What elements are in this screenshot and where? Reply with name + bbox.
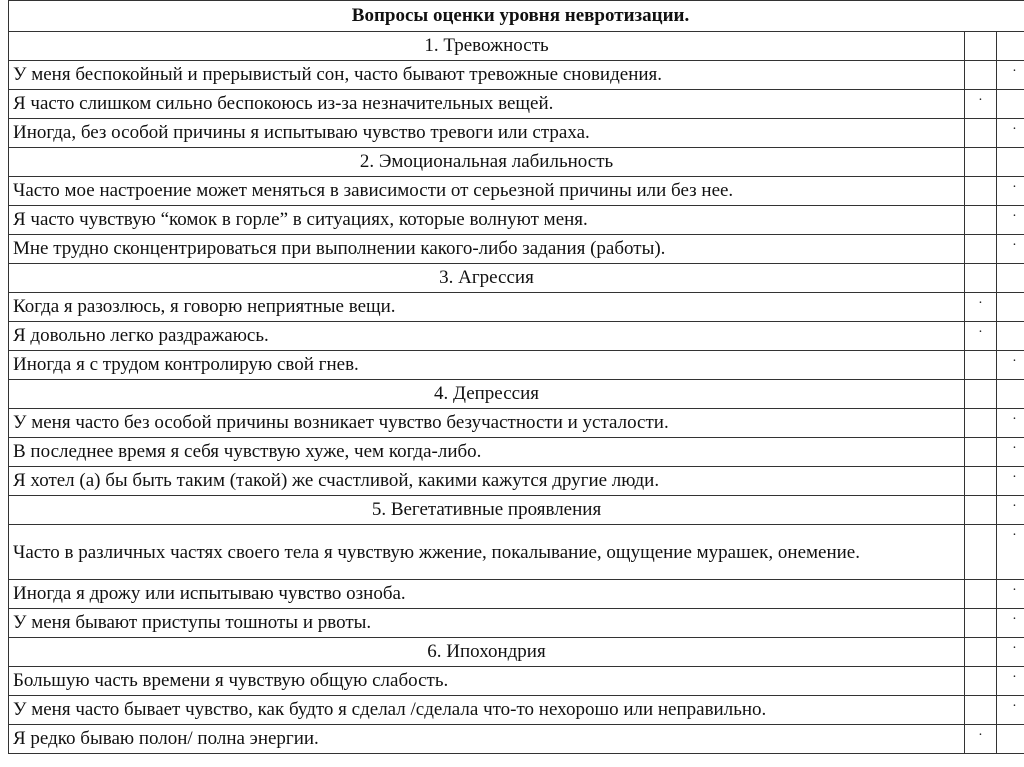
question-row	[9, 467, 1024, 496]
answer-mark-b	[997, 725, 1024, 754]
answer-mark-a	[965, 609, 997, 638]
question-text: Я довольно легко раздражаюсь.	[9, 322, 965, 351]
question-row	[9, 177, 1024, 206]
question-text: Часто мое настроение может меняться в зависимости от серьезной причины или без нее.	[9, 177, 965, 206]
answer-mark-b: ·	[997, 580, 1024, 609]
question-text: Иногда я с трудом контролирую свой гнев.	[9, 351, 965, 380]
question-text: Когда я разозлюсь, я говорю неприятные вещи.	[9, 293, 965, 322]
section-header-row	[9, 264, 1024, 293]
question-text: Мне трудно сконцентрироваться при выполнении какого-либо задания (работы).	[9, 235, 965, 264]
section-header-row	[9, 496, 1024, 525]
question-text: Иногда я дрожу или испытываю чувство озноба.	[9, 580, 965, 609]
answer-mark-b	[997, 264, 1024, 293]
question-row	[9, 61, 1024, 90]
answer-mark-b: ·	[997, 609, 1024, 638]
answer-mark-a	[965, 177, 997, 206]
question-text: Часто в различных частях своего тела я чувствую жжение, покалывание, ощущение мурашек, онемение.	[9, 525, 965, 580]
section-heading: 2. Эмоциональная лабильность	[9, 148, 965, 177]
answer-mark-b: ·	[997, 667, 1024, 696]
answer-mark-a	[965, 496, 997, 525]
answer-mark-a: ·	[965, 293, 997, 322]
section-header-row	[9, 638, 1024, 667]
answer-mark-a	[965, 264, 997, 293]
section-header-row	[9, 32, 1024, 61]
neuroticism-questionnaire-table	[8, 0, 1024, 754]
answer-mark-a	[965, 667, 997, 696]
answer-mark-a	[965, 119, 997, 148]
question-row	[9, 409, 1024, 438]
answer-mark-a	[965, 409, 997, 438]
answer-mark-a	[965, 235, 997, 264]
answer-mark-b: ·	[997, 351, 1024, 380]
question-row	[9, 351, 1024, 380]
question-row	[9, 438, 1024, 467]
section-heading: 3. Агрессия	[9, 264, 965, 293]
answer-mark-a	[965, 148, 997, 177]
section-header-row	[9, 380, 1024, 409]
question-text: Я хотел (а) бы быть таким (такой) же счастливой, какими кажутся другие люди.	[9, 467, 965, 496]
question-text: У меня часто без особой причины возникает чувство безучастности и усталости.	[9, 409, 965, 438]
question-text: У меня часто бывает чувство, как будто я сделал /сделала что-то нехорошо или неправильно.	[9, 696, 965, 725]
question-row	[9, 206, 1024, 235]
answer-mark-b: ·	[997, 696, 1024, 725]
question-row	[9, 90, 1024, 119]
answer-mark-b: ·	[997, 409, 1024, 438]
answer-mark-b: ·	[997, 119, 1024, 148]
answer-mark-b: ·	[997, 496, 1024, 525]
answer-mark-b: ·	[997, 438, 1024, 467]
question-text: Большую часть времени я чувствую общую слабость.	[9, 667, 965, 696]
table-title: Вопросы оценки уровня невротизации.	[9, 1, 1024, 32]
answer-mark-a	[965, 351, 997, 380]
answer-mark-a: ·	[965, 725, 997, 754]
question-text: У меня беспокойный и прерывистый сон, часто бывают тревожные сновидения.	[9, 61, 965, 90]
answer-mark-a: ·	[965, 90, 997, 119]
question-text: У меня бывают приступы тошноты и рвоты.	[9, 609, 965, 638]
answer-mark-b: ·	[997, 206, 1024, 235]
answer-mark-b: ·	[997, 235, 1024, 264]
section-heading: 1. Тревожность	[9, 32, 965, 61]
question-row	[9, 580, 1024, 609]
answer-mark-a	[965, 467, 997, 496]
answer-mark-b: ·	[997, 467, 1024, 496]
question-text: Я часто чувствую “комок в горле” в ситуациях, которые волнуют меня.	[9, 206, 965, 235]
question-row	[9, 322, 1024, 351]
answer-mark-a	[965, 438, 997, 467]
answer-mark-a	[965, 580, 997, 609]
question-text: Я часто слишком сильно беспокоюсь из-за незначительных вещей.	[9, 90, 965, 119]
question-text: В последнее время я себя чувствую хуже, чем когда-либо.	[9, 438, 965, 467]
section-heading: 5. Вегетативные проявления	[9, 496, 965, 525]
answer-mark-b	[997, 32, 1024, 61]
answer-mark-a	[965, 206, 997, 235]
answer-mark-b: ·	[997, 525, 1024, 580]
answer-mark-a	[965, 525, 997, 580]
section-header-row	[9, 148, 1024, 177]
section-heading: 6. Ипохондрия	[9, 638, 965, 667]
answer-mark-a	[965, 696, 997, 725]
answer-mark-b	[997, 90, 1024, 119]
question-row	[9, 667, 1024, 696]
question-row	[9, 696, 1024, 725]
question-row	[9, 235, 1024, 264]
answer-mark-a	[965, 32, 997, 61]
answer-mark-a	[965, 61, 997, 90]
question-text: Я редко бываю полон/ полна энергии.	[9, 725, 965, 754]
answer-mark-a	[965, 380, 997, 409]
answer-mark-b: ·	[997, 61, 1024, 90]
answer-mark-b: ·	[997, 177, 1024, 206]
answer-mark-b	[997, 148, 1024, 177]
answer-mark-a	[965, 638, 997, 667]
answer-mark-b: ·	[997, 638, 1024, 667]
question-row	[9, 609, 1024, 638]
answer-mark-b	[997, 293, 1024, 322]
answer-mark-b	[997, 380, 1024, 409]
question-row	[9, 725, 1024, 754]
question-row	[9, 525, 1024, 580]
question-row	[9, 293, 1024, 322]
question-text: Иногда, без особой причины я испытываю чувство тревоги или страха.	[9, 119, 965, 148]
section-heading: 4. Депрессия	[9, 380, 965, 409]
answer-mark-b	[997, 322, 1024, 351]
title-row	[9, 1, 1024, 32]
question-row	[9, 119, 1024, 148]
answer-mark-a: ·	[965, 322, 997, 351]
